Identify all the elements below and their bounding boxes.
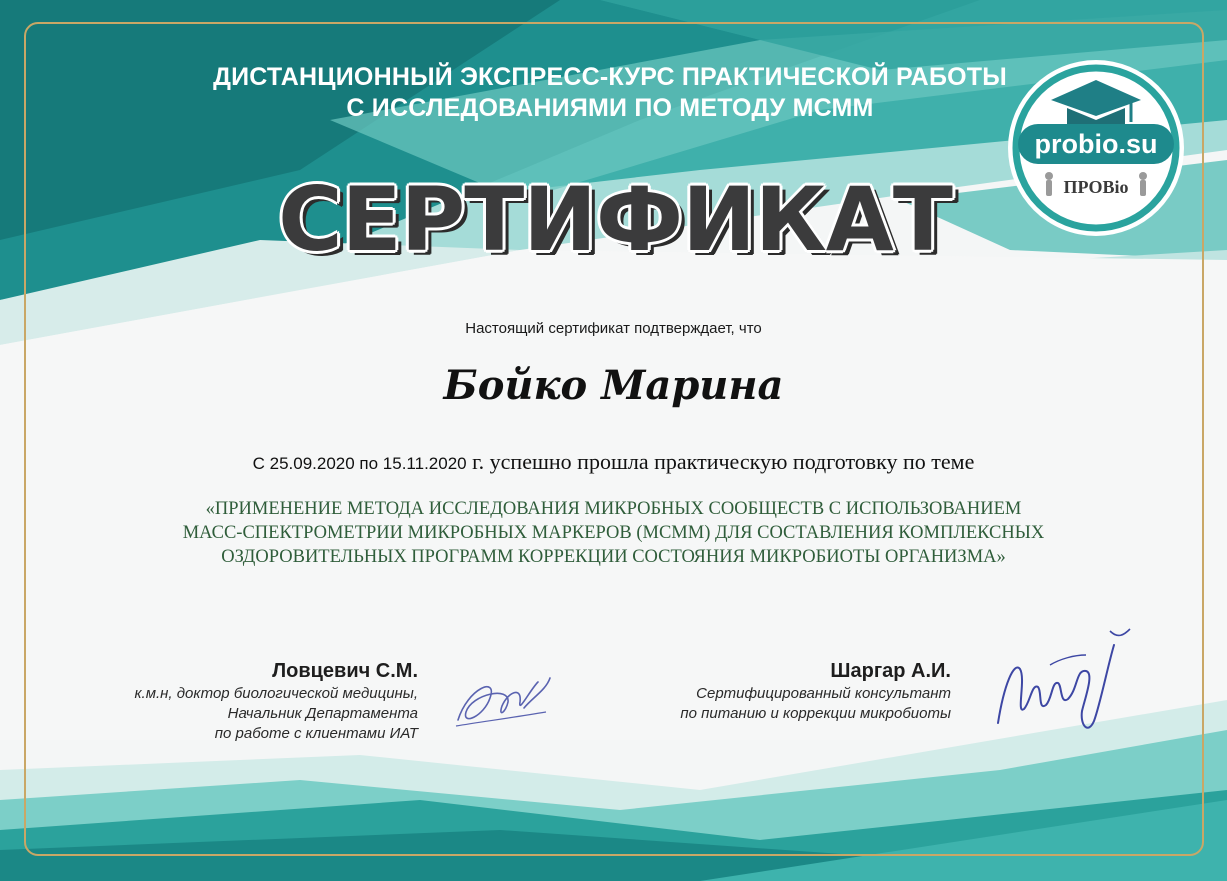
signature-left: [450, 668, 560, 738]
signatory-left-role-2: Начальник Департамента: [227, 705, 418, 722]
recipient-name: Бойко Марина: [443, 362, 784, 409]
logo-brand-text: ПРОВіо: [1063, 177, 1129, 197]
signatory-left-role-3: по работе с клиентами ИАТ: [214, 725, 418, 742]
probio-logo: [1001, 58, 1191, 238]
signatory-left-role-1: к.м.н, доктор биологической медицины,: [134, 685, 418, 702]
signatory-right: [560, 658, 951, 724]
certificate-heading: СЕРТИФИКАТ: [278, 168, 952, 271]
course-topic: [120, 497, 1107, 569]
period-description: г. успешно прошла практическую подготовку по теме: [466, 449, 975, 474]
signatory-right-role-2: по питанию и коррекции микробиоты: [680, 705, 951, 722]
training-period: [0, 449, 1227, 475]
signature-right: [990, 625, 1135, 740]
signatory-left-name: Ловцевич С.М.: [272, 660, 418, 682]
signatory-left: [60, 658, 418, 744]
period-dates: С 25.09.2020 по 15.11.2020: [252, 454, 467, 473]
course-title-line-1: ДИСТАНЦИОННЫЙ ЭКСПРЕСС-КУРС ПРАКТИЧЕСКОЙ РАБОТЫ: [213, 63, 1007, 91]
course-title-line-2: С ИССЛЕДОВАНИЯМИ ПО МЕТОДУ МСММ: [346, 94, 874, 122]
topic-line-3: ОЗДОРОВИТЕЛЬНЫХ ПРОГРАММ КОРРЕКЦИИ СОСТОЯНИЯ МИКРОБИОТЫ ОРГАНИЗМА»: [221, 547, 1006, 567]
signatory-right-role-1: Сертифицированный консультант: [696, 685, 951, 702]
confirmation-text: Настоящий сертификат подтверждает, что: [465, 320, 762, 337]
course-title: [170, 62, 1050, 124]
topic-line-1: «ПРИМЕНЕНИЕ МЕТОДА ИССЛЕДОВАНИЯ МИКРОБНЫХ СООБЩЕСТВ С ИСПОЛЬЗОВАНИЕМ: [205, 499, 1022, 519]
topic-line-2: МАСС-СПЕКТРОМЕТРИИ МИКРОБНЫХ МАРКЕРОВ (МСММ) ДЛЯ СОСТАВЛЕНИЯ КОМПЛЕКСНЫХ: [182, 523, 1045, 543]
logo-site-text: probio.su: [1034, 129, 1158, 159]
signatory-right-name: Шаргар А.И.: [830, 660, 951, 682]
